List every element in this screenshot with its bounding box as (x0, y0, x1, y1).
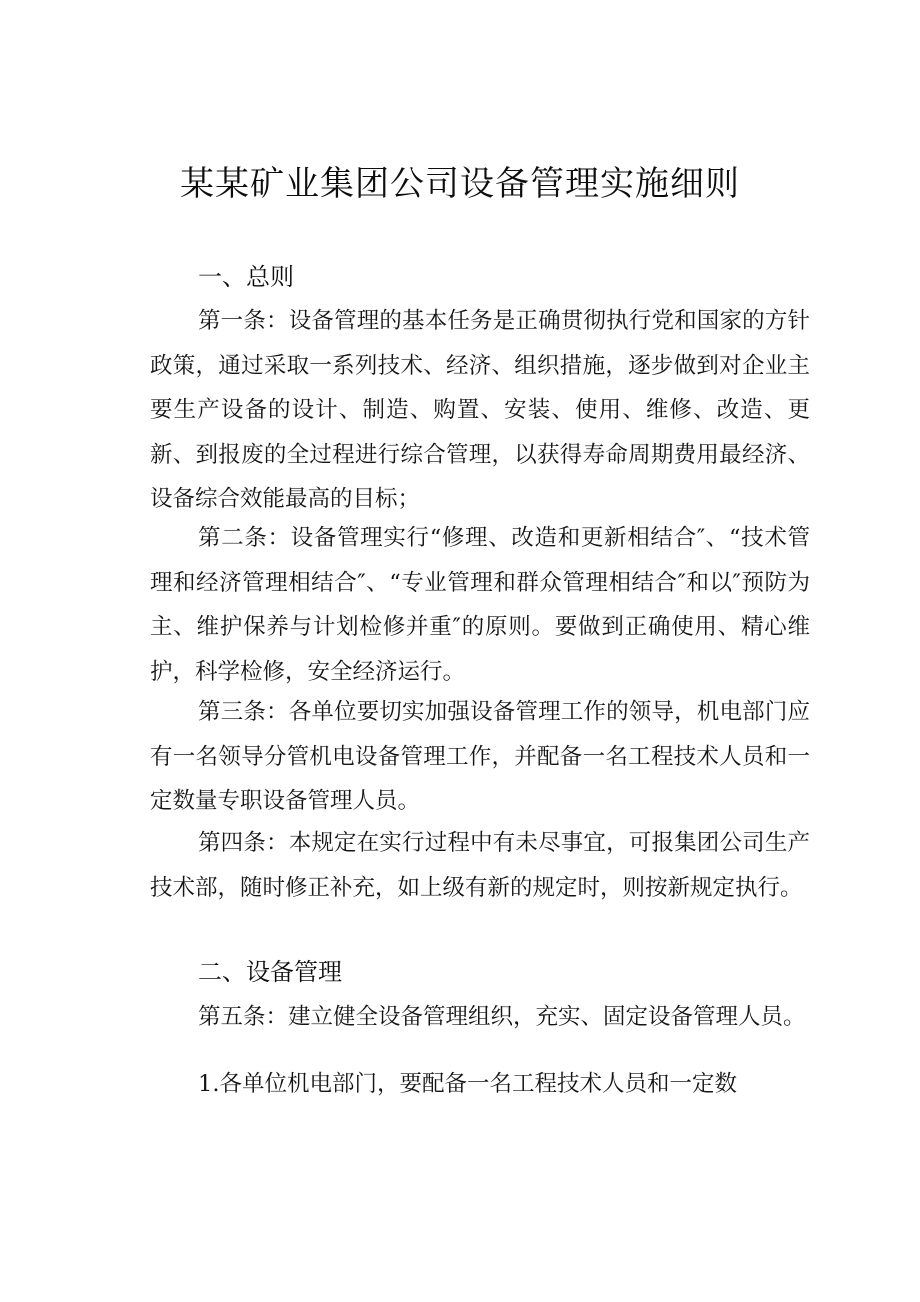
section-heading-general: 一、总则 (198, 263, 294, 291)
article-1: 第一条：设备管理的基本任务是正确贯彻执行党和国家的方针政策，通过采取一系列技术、经济、组织措施，逐步做到对企业主要生产设备的设计、制造、购置、安装、使用、维修、改造、更新、到报废的全过程进行综合管理，以获得寿命周期费用最经济、设备综合效能最高的目标； (150, 308, 810, 512)
article-3: 第三条：各单位要切实加强设备管理工作的领导，机电部门应有一名领导分管机电设备管理工作，并配备一名工程技术人员和一定数量专职设备管理人员。 (150, 699, 810, 814)
section-heading-equipment-management: 二、设备管理 (198, 958, 342, 986)
article-5: 第五条：建立健全设备管理组织，充实、固定设备管理人员。 (198, 1004, 806, 1030)
document-title: 某某矿业集团公司设备管理实施细则 (180, 164, 740, 204)
article-4: 第四条：本规定在实行过程中有未尽事宜，可报集团公司生产技术部，随时修正补充，如上级有新的规定时，则按新规定执行。 (150, 830, 810, 901)
list-item-1: 1.各单位机电部门，要配备一名工程技术人员和一定数 (198, 1071, 737, 1097)
article-2: 第二条：设备管理实行“修理、改造和更新相结合″、“技术管理和经济管理相结合″、“专业管理和群众管理相结合″和以″预防为主、维护保养与计划检修并重″的原则。要做到正确使用、精心维护，科学检修，安全经济运行。 (150, 525, 810, 685)
